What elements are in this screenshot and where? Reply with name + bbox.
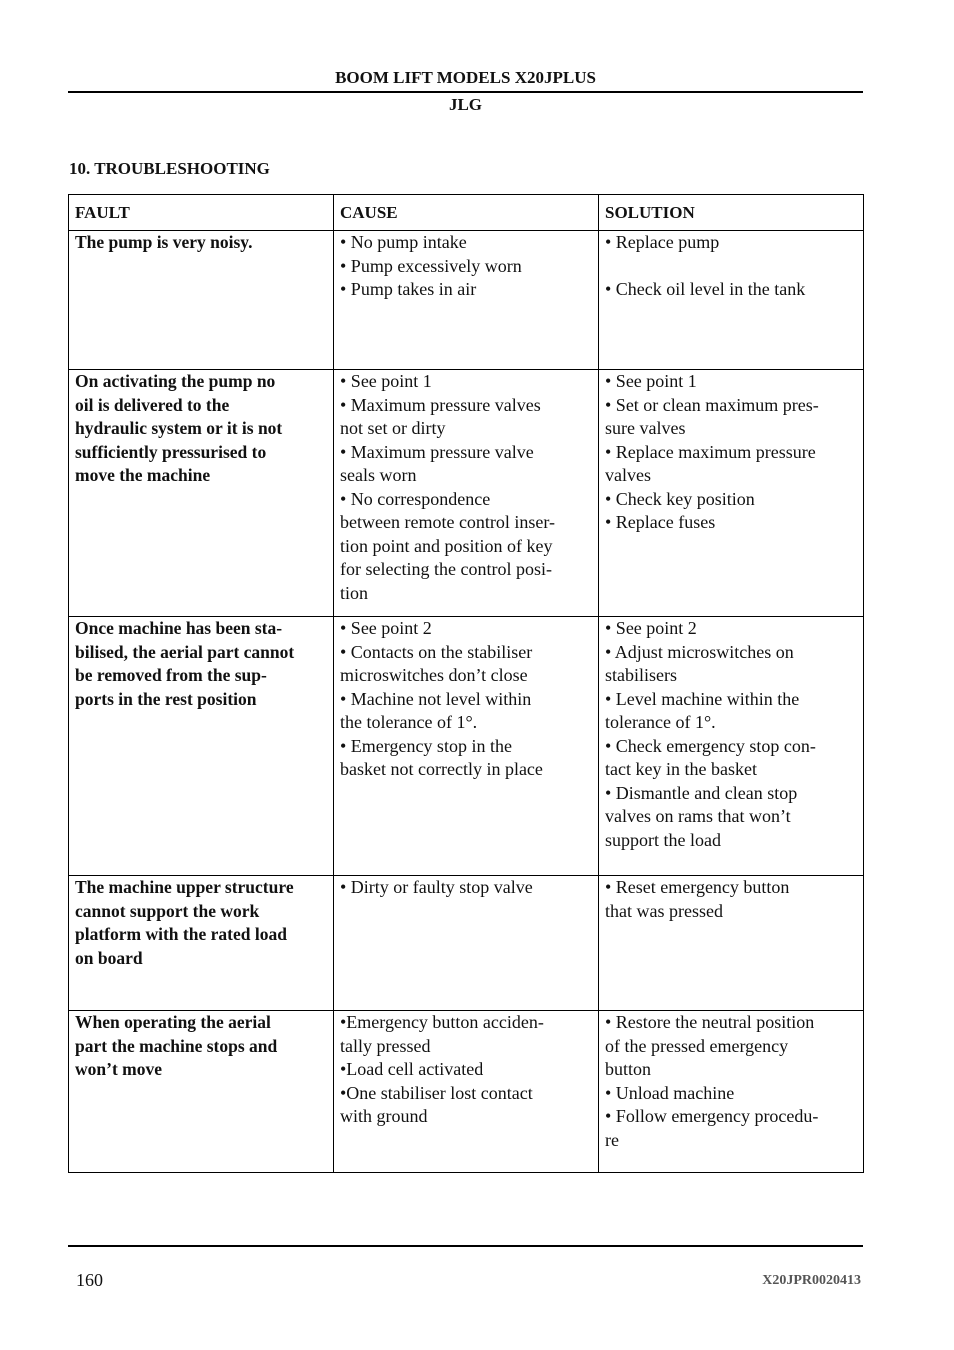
fault-cell (69, 231, 334, 370)
cause-line: • Emergency stop in the (340, 735, 512, 756)
cause-line: • Maximum pressure valve (340, 441, 534, 462)
cause-line: • Machine not level within (340, 688, 532, 709)
fault-line: The pump is very noisy. (75, 232, 253, 252)
fault-line: oil is delivered to the (75, 394, 230, 415)
footer-divider (68, 1245, 863, 1247)
solution-cell (599, 1011, 864, 1173)
cause-cell (334, 1011, 599, 1173)
table-header-row (69, 195, 864, 231)
table-body (69, 231, 864, 1173)
solution-line: that was pressed (605, 900, 723, 921)
cause-line: tion (340, 582, 369, 603)
solution-line: • Replace fuses (605, 512, 716, 532)
fault-line: cannot support the work (75, 900, 260, 921)
cause-line: basket not correctly in place (340, 759, 543, 779)
fault-line: The machine upper structure (75, 877, 294, 897)
cause-line: not set or dirty (340, 418, 446, 438)
cause-line: the tolerance of 1°. (340, 712, 478, 732)
solution-line: • Check key position (605, 488, 755, 509)
document-title: BOOM LIFT MODELS X20JPLUS (335, 68, 596, 87)
cause-line: • Maximum pressure valves (340, 394, 541, 415)
cause-line: tally pressed (340, 1035, 431, 1056)
fault-line: won’t move (75, 1059, 162, 1079)
fault-line: hydraulic system or it is not (75, 418, 283, 438)
fault-line: move the machine (75, 465, 211, 485)
cause-line: • See point 2 (340, 618, 432, 638)
solution-line: • Check emergency stop con- (605, 735, 816, 756)
solution-line (605, 255, 861, 279)
solution-line: • Restore the neutral position (605, 1012, 815, 1032)
page-number: 160 (76, 1270, 103, 1290)
cause-cell (334, 876, 599, 1011)
brand-name: JLG (448, 95, 483, 114)
table-row (69, 231, 864, 370)
cause-line: between remote control inser- (340, 512, 556, 532)
fault-line: When operating the aerial (75, 1012, 271, 1032)
solution-line: • Follow emergency procedu- (605, 1106, 819, 1126)
table-row (69, 617, 864, 876)
solution-cell (599, 617, 864, 876)
table-row (69, 370, 864, 617)
cause-line: • See point 1 (340, 371, 432, 391)
solution-line: • Set or clean maximum pres- (605, 394, 819, 415)
solution-line: • Adjust microswitches on (605, 641, 794, 662)
cause-line: for selecting the control posi- (340, 559, 552, 579)
fault-line: bilised, the aerial part cannot (75, 641, 295, 662)
cause-line: • Contacts on the stabiliser (340, 641, 533, 662)
solution-line: re (605, 1129, 619, 1150)
solution-line: valves on rams that won’t (605, 806, 791, 826)
fault-line: Once machine has been sta- (75, 618, 283, 638)
cause-line: • No pump intake (340, 232, 467, 252)
solution-cell (599, 876, 864, 1011)
fault-cell (69, 370, 334, 617)
column-header-fault: FAULT (69, 195, 334, 231)
troubleshooting-table (68, 194, 864, 1173)
section-heading: 10. TROUBLESHOOTING (69, 159, 270, 178)
fault-line: ports in the rest position (75, 688, 257, 709)
solution-line: sure valves (605, 418, 686, 438)
solution-line: valves (605, 465, 651, 485)
cause-line: •Emergency button acciden- (340, 1012, 544, 1032)
solution-line: • Check oil level in the tank (605, 279, 806, 299)
solution-line: • See point 2 (605, 618, 697, 638)
cause-line: • No correspondence (340, 488, 491, 509)
fault-cell (69, 876, 334, 1011)
column-header-cause: CAUSE (334, 195, 599, 231)
solution-line: • Replace maximum pressure (605, 441, 816, 462)
solution-line: support the load (605, 829, 721, 850)
fault-line: platform with the rated load (75, 924, 287, 944)
fault-line: be removed from the sup- (75, 665, 267, 685)
fault-cell (69, 1011, 334, 1173)
solution-line: • Unload machine (605, 1082, 735, 1103)
header-divider (68, 91, 863, 93)
cause-line: • Pump excessively worn (340, 255, 522, 276)
cause-line: tion point and position of key (340, 535, 553, 556)
solution-line: • Dismantle and clean stop (605, 782, 798, 803)
solution-cell (599, 370, 864, 617)
solution-line: tolerance of 1°. (605, 712, 716, 732)
cause-line: • Pump takes in air (340, 279, 477, 299)
fault-line: on board (75, 947, 143, 968)
solution-line: stabilisers (605, 665, 677, 685)
solution-line: of the pressed emergency (605, 1035, 789, 1056)
table-row (69, 1011, 864, 1173)
cause-cell (334, 231, 599, 370)
solution-line: • Level machine within the (605, 688, 800, 709)
cause-line: microswitches don’t close (340, 665, 528, 685)
solution-line: • Reset emergency button (605, 877, 790, 897)
cause-cell (334, 617, 599, 876)
fault-cell (69, 617, 334, 876)
document-code: X20JPR0020413 (762, 1273, 861, 1288)
fault-line: part the machine stops and (75, 1035, 278, 1056)
column-header-solution: SOLUTION (599, 195, 864, 231)
fault-line: On activating the pump no (75, 371, 276, 391)
cause-cell (334, 370, 599, 617)
solution-cell (599, 231, 864, 370)
solution-line: tact key in the basket (605, 759, 757, 779)
cause-line: with ground (340, 1106, 428, 1126)
solution-line: • See point 1 (605, 371, 697, 391)
solution-line: button (605, 1059, 652, 1079)
table-row (69, 876, 864, 1011)
cause-line: • Dirty or faulty stop valve (340, 877, 533, 897)
fault-line: sufficiently pressurised to (75, 441, 267, 462)
cause-line: •One stabiliser lost contact (340, 1082, 533, 1103)
cause-line: •Load cell activated (340, 1059, 484, 1079)
cause-line: seals worn (340, 465, 417, 485)
solution-line: • Replace pump (605, 232, 720, 252)
